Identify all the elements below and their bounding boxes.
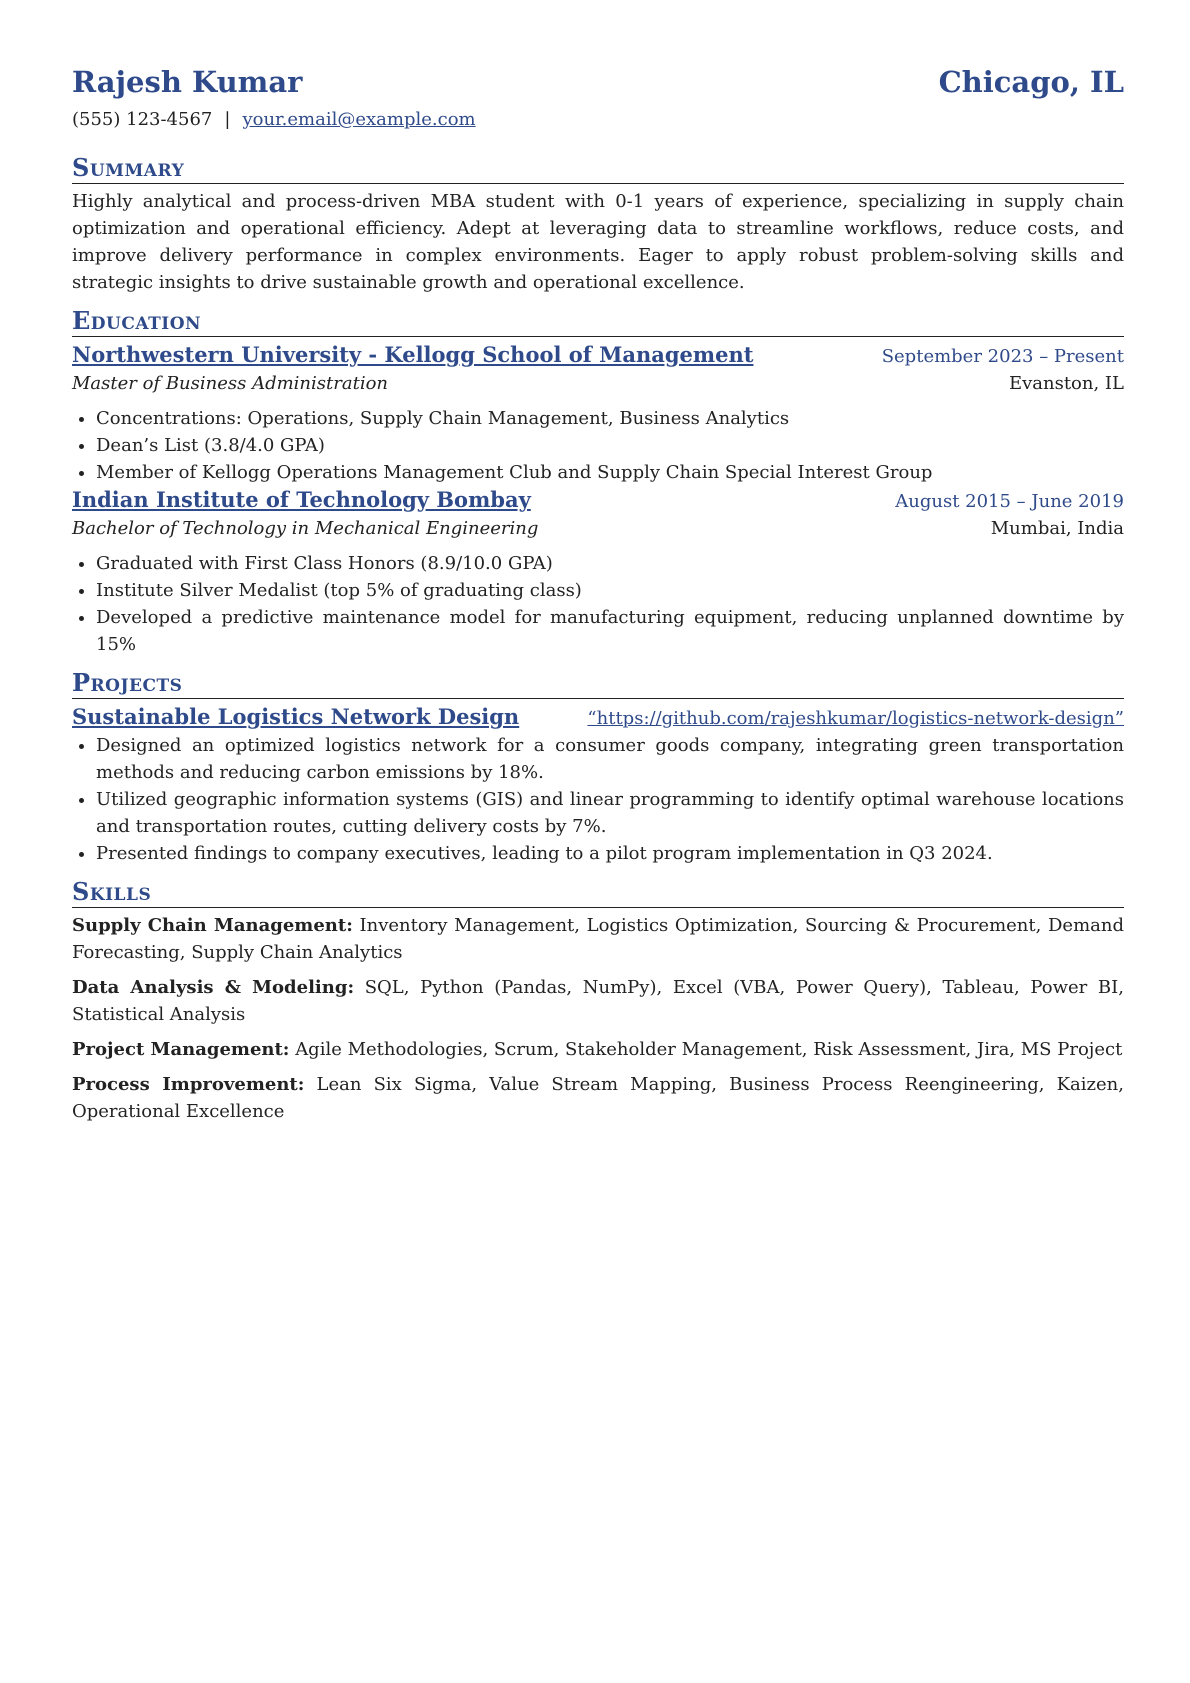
- list-item: • Developed a predictive maintenance model for manufacturing equipment, reducing unplanned downtime by 15%: [96, 604, 1124, 658]
- contact-separator: |: [224, 109, 231, 130]
- list-item: • Designed an optimized logistics network for a consumer goods company, integrating green transportation methods and reducing carbon emissions by 18%.: [96, 732, 1124, 786]
- education-bullets: [72, 405, 1124, 486]
- list-item: • Member of Kellogg Operations Management Club and Supply Chain Special Interest Group: [96, 459, 1124, 486]
- email-link[interactable]: your.email@example.com: [242, 109, 476, 130]
- skill-label: Process Improvement:: [72, 1074, 305, 1095]
- section-title-projects: Projects: [72, 668, 1124, 699]
- education-location: Evanston, IL: [1008, 373, 1124, 394]
- list-item: • Concentrations: Operations, Supply Chain Management, Business Analytics: [96, 405, 1124, 432]
- school-name-link[interactable]: Northwestern University - Kellogg School of Management: [72, 342, 754, 367]
- education-entry: [72, 486, 1124, 658]
- project-entry-header: [72, 703, 1124, 732]
- skill-label: Supply Chain Management:: [72, 915, 353, 936]
- project-entry: [72, 703, 1124, 867]
- education-dates: September 2023 – Present: [881, 346, 1124, 367]
- education-entry-subheader: [72, 515, 1124, 542]
- project-bullets: [72, 732, 1124, 867]
- degree-name: Bachelor of Technology in Mechanical Engineering: [72, 518, 539, 539]
- skill-value: SQL, Python (Pandas, NumPy), Excel (VBA, Power Query), Tableau, Power BI, Statistical Analysis: [72, 977, 1124, 1025]
- education-entry: [72, 341, 1124, 486]
- education-entry-subheader: [72, 370, 1124, 397]
- education-entry-header: [72, 486, 1124, 515]
- phone-number: (555) 123-4567: [72, 109, 213, 130]
- section-title-skills: Skills: [72, 877, 1124, 908]
- project-url-link[interactable]: “https://github.com/rajeshkumar/logistics-network-design”: [587, 708, 1124, 729]
- header-row: [72, 62, 1124, 102]
- list-item: • Utilized geographic information systems (GIS) and linear programming to identify optimal warehouse locations and transportation routes, cutting delivery costs by 7%.: [96, 786, 1124, 840]
- education-bullets: [72, 550, 1124, 658]
- skill-row: [72, 1071, 1124, 1125]
- skill-value: Inventory Management, Logistics Optimization, Sourcing & Procurement, Demand Forecasting, Supply Chain Analytics: [72, 915, 1124, 963]
- skill-label: Project Management:: [72, 1039, 290, 1060]
- education-entry-header: [72, 341, 1124, 370]
- skill-row: [72, 912, 1124, 966]
- skill-value: Lean Six Sigma, Value Stream Mapping, Business Process Reengineering, Kaizen, Operational Excellence: [72, 1074, 1124, 1122]
- school-name-link[interactable]: Indian Institute of Technology Bombay: [72, 487, 531, 512]
- list-item: • Presented findings to company executives, leading to a pilot program implementation in Q3 2024.: [96, 840, 1124, 867]
- degree-name: Master of Business Administration: [72, 373, 389, 394]
- skill-value: Agile Methodologies, Scrum, Stakeholder Management, Risk Assessment, Jira, MS Project: [295, 1039, 1123, 1060]
- skill-row: [72, 1036, 1124, 1063]
- contact-line: [72, 106, 1124, 133]
- skill-label: Data Analysis & Modeling:: [72, 977, 355, 998]
- project-name-link[interactable]: Sustainable Logistics Network Design: [72, 704, 520, 729]
- education-location: Mumbai, India: [990, 518, 1124, 539]
- education-dates: August 2015 – June 2019: [895, 491, 1124, 512]
- candidate-location: Chicago, IL: [938, 65, 1124, 99]
- summary-text: Highly analytical and process-driven MBA student with 0-1 years of experience, specializing in supply chain optimization and operational efficiency. Adept at leveraging data to streamline workflows, reduce costs, and improve delivery performance in complex environments. Eager to apply robust problem-solving skills and strategic insights to drive sustainable growth and operational excellence.: [72, 191, 1124, 293]
- section-title-summary: Summary: [72, 153, 1124, 184]
- list-item: • Graduated with First Class Honors (8.9/10.0 GPA): [96, 550, 1124, 577]
- resume-page: [72, 62, 1124, 1133]
- skill-row: [72, 974, 1124, 1028]
- candidate-name: Rajesh Kumar: [72, 65, 303, 99]
- section-title-education: Education: [72, 306, 1124, 337]
- list-item: • Institute Silver Medalist (top 5% of graduating class): [96, 577, 1124, 604]
- list-item: • Dean’s List (3.8/4.0 GPA): [96, 432, 1124, 459]
